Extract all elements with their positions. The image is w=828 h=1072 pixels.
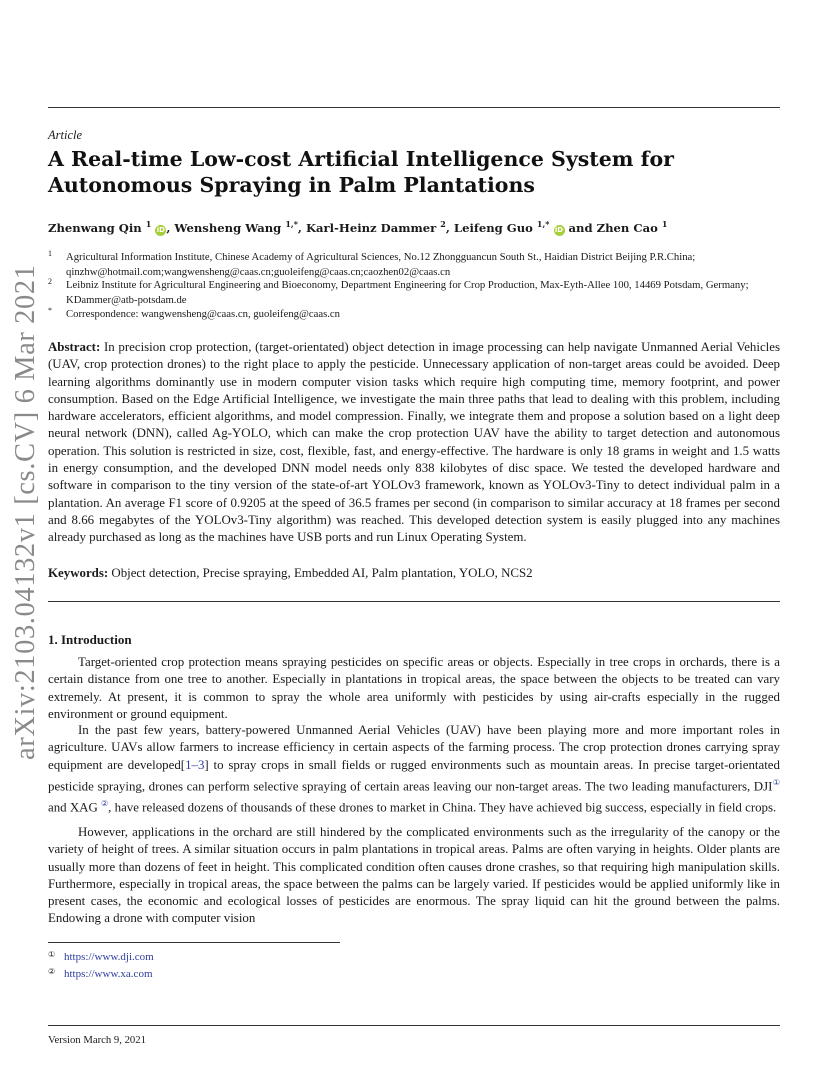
affiliation-text: Leibniz Institute for Agricultural Engineering and Bioeconomy, Department Engineering for Crop Production, Max-Eyth-Allee 100, 14469 Potsdam, Germany; KDammer@atb-potsdam.de: [66, 279, 749, 306]
author-name: , Wensheng Wang: [166, 220, 286, 235]
abstract-label: Abstract:: [48, 340, 101, 354]
keywords-text: Object detection, Precise spraying, Embedded AI, Palm plantation, YOLO, NCS2: [108, 566, 533, 580]
footnote-ref[interactable]: ②: [101, 799, 109, 809]
abstract: [48, 339, 780, 547]
version-footer: Version March 9, 2021: [48, 1034, 146, 1046]
abstract-text: In precision crop protection, (target-orientated) object detection in image processing can help navigate Unmanned Aerial Vehicles (UAV, crop protection drones) to the right place to apply the pesticide. Unnecessary application of non-target areas could be avoided. Deep learning algorithms dominantly use in modern computer vision tasks which require high computing time, memory footprint, and power consumption. Based on the Edge Artificial Intelligence, we investigate the main three paths that lead to dealing with this problem, including hardware accelerators, efficient algorithms, and model compression. Finally, we integrate them and propose a solution based on a light deep neural network (DNN), called Ag-YOLO, which can make the crop protection UAV have the ability to target detection and autonomous operation. This solution is restricted in size, cost, flexible, fast, and energy-effective. The hardware is only 18 grams in weight and 1.5 watts in energy consumption, and the developed DNN model needs only 838 kilobytes of disc space. We tested the developed hardware and software in comparison to the tiny version of the state-of-art YOLOv3 framework, known as YOLOv3-Tiny to detect individual palm in a plantation. An average F1 score of 0.9205 at the speed of 36.5 frames per second (in comparison to similar accuracy at 18 frames per second and 8.66 megabytes of the YOLOv3-Tiny algorithm) was reached. This developed detection system is easily plugged into any machines already purchased as long as the machines have USB ports and run Linux Operating System.: [48, 340, 780, 545]
orcid-icon[interactable]: iD: [554, 225, 564, 234]
affiliation-text: Agricultural Information Institute, Chinese Academy of Agricultural Sciences, No.12 Zhongguancun South St., Haidian District Beijing P.R.China; qinzhw@hotmail.com;wangwensheng@caas.cn;guoleifeng@caas.cn;caozhen02@caas.cn: [66, 251, 696, 278]
paper-title: A Real-time Low-cost Artificial Intelligence System for Autonomous Spraying in Palm Plantations: [48, 147, 674, 197]
author-name: and Zhen Cao: [564, 220, 662, 235]
article-type-label: Article: [48, 128, 83, 142]
arxiv-stamp[interactable]: arXiv:2103.04132v1 [cs.CV] 6 Mar 2021: [10, 264, 41, 760]
author-name: Zhenwang Qin: [48, 220, 146, 235]
affiliation-mark: 1: [48, 249, 52, 258]
footnote-link[interactable]: https://www.xa.com: [64, 968, 153, 980]
footnote-2: [48, 968, 348, 982]
citation-link[interactable]: 1–3: [185, 757, 205, 772]
footnote-mark: ①: [48, 950, 56, 959]
footnote-1: [48, 951, 348, 965]
footnote-mark: ②: [48, 967, 56, 976]
footer-rule: [48, 1025, 780, 1026]
intro-paragraph-1: Target-oriented crop protection means spraying pesticides on specific areas or objects. Especially in tree crops in orchards, there is a certain distance from one tree to another. Especially in plantations in tropical areas, the space between the objects to be treated can vary extremely. At present, it is common to spray the whole area uniformly with pesticides by using air-crafts especially in the rugged environment or ground equipment.: [48, 655, 780, 721]
affiliation-1: [48, 250, 780, 279]
affil-sup: 1: [661, 219, 668, 229]
section-rule: [48, 601, 780, 602]
footnote-link[interactable]: https://www.dji.com: [64, 951, 154, 963]
intro-paragraph-2: In the past few years, battery-powered Unmanned Aerial Vehicles (UAV) have been playing more and more important roles in agriculture. UAVs allow farmers to increase efficiency in certain aspects of the farming process. The crop protection drones carrying spray equipment are developed[1–3] to spray crops in small fields or rugged environments such as mountain areas. In precise target-orientated pesticide spraying, drones can perform selective spraying of certain areas leaving our non-target areas. The two leading manufacturers, DJI① and XAG ②, have released dozens of thousands of these drones to market in China. They have achieved big success, especially in field crops.: [48, 723, 781, 815]
keywords: [48, 566, 533, 581]
author-name: , Karl-Heinz Dammer: [297, 220, 441, 235]
affiliation-text: Correspondence: wangwensheng@caas.cn, guoleifeng@caas.cn: [66, 308, 341, 320]
affil-sup: 1: [145, 219, 152, 229]
affiliation-2: [48, 278, 780, 307]
intro-paragraph-3: However, applications in the orchard are still hindered by the complicated environments such as the irregularity of the canopy or the variety of height of trees. A similar situation occurs in palm plantations in tropical areas. Palms are often varying in heights. Older plants are usually more than dozens of feet in height. This complicated condition often causes drone crashes, so that requiring high manipulation skills. Furthermore, especially in tropical areas, the space between the palms can be largely varied. If pesticides would be applied uniformly like in present cases, the economic and ecological losses of pesticides are enormous. The spray liquid can hit the ground between the palms. Endowing a drone with computer vision: [48, 825, 780, 926]
correspondence: [48, 307, 780, 322]
footnote-rule: [48, 942, 340, 943]
affil-sup: 1,*: [285, 219, 298, 229]
affil-sup: 1,*: [536, 219, 550, 229]
keywords-label: Keywords:: [48, 566, 109, 580]
footnote-ref[interactable]: ①: [772, 777, 781, 787]
author-name: , Leifeng Guo: [445, 220, 537, 235]
orcid-icon[interactable]: iD: [156, 225, 165, 234]
affiliation-mark: *: [48, 306, 52, 315]
affiliation-mark: 2: [48, 277, 52, 286]
author-list: [48, 219, 667, 236]
affil-sup: 2: [440, 219, 446, 229]
section-heading: 1. Introduction: [48, 632, 132, 647]
header-rule: [48, 107, 780, 108]
